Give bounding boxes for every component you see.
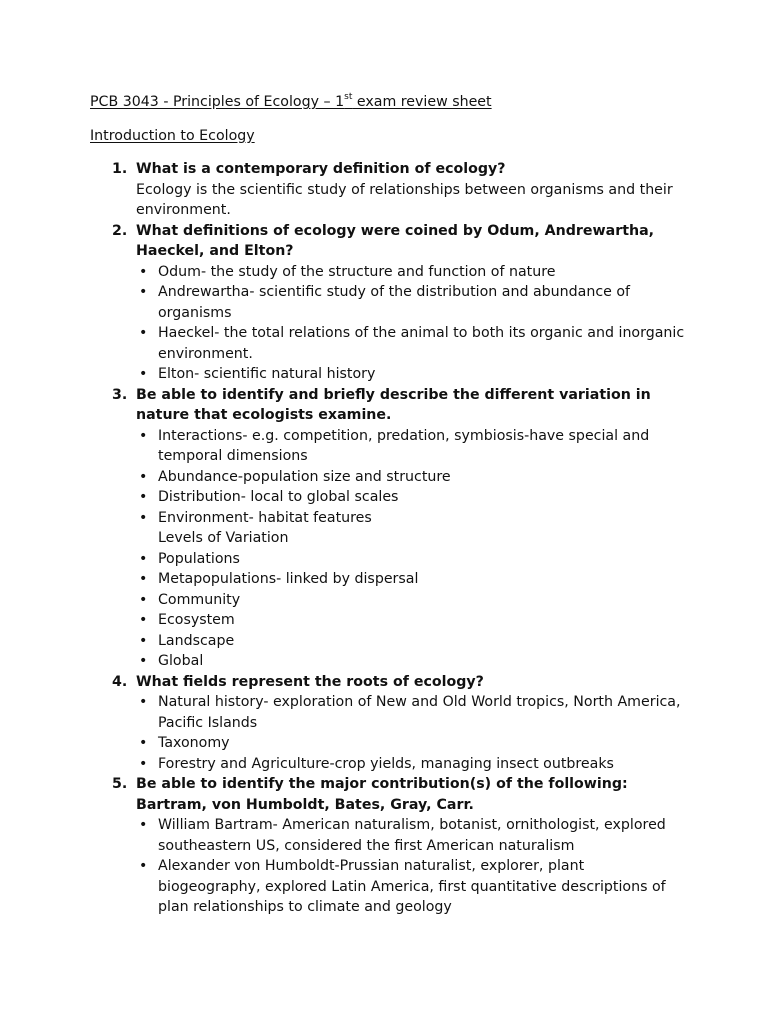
bullet-text: Alexander von Humboldt-Prussian naturalist, explorer, plant biogeography, explored Latin America, first quantitative descriptions of plan relationships to climate and geology [158, 858, 666, 915]
question-text: What definitions of ecology were coined by Odum, Andrewartha, Haeckel, and Elton? [136, 222, 655, 259]
bullet-icon: • [139, 427, 148, 444]
bullet-item [136, 323, 690, 364]
bullet-icon: • [139, 694, 148, 710]
question-item [90, 672, 690, 775]
bullet-text: Environment- habitat features [158, 509, 372, 526]
question-list [90, 159, 690, 918]
bullet-icon: • [139, 653, 148, 669]
bullet-icon: • [139, 632, 148, 649]
bullet-item [136, 282, 690, 323]
section-heading: Introduction to Ecology [90, 127, 255, 144]
bullet-icon: • [139, 263, 148, 280]
bullet-item [136, 754, 690, 775]
answer-bullets [136, 262, 690, 385]
bullet-icon: • [139, 325, 148, 341]
question-item [90, 385, 690, 672]
question-item [90, 159, 690, 221]
bullet-text: Community [158, 591, 241, 608]
bullet-icon: • [139, 571, 148, 587]
bullet-text: Populations [158, 550, 240, 567]
question-item [90, 774, 690, 918]
question-text: Be able to identify and briefly describe the different variation in nature that ecologists examine. [136, 386, 651, 423]
bullet-icon: • [139, 755, 148, 772]
answer-text: Ecology is the scientific study of relationships between organisms and their environment. [136, 181, 673, 218]
bullet-text: Abundance-population size and structure [158, 468, 451, 485]
title-text-end: exam review sheet [352, 94, 492, 110]
bullet-icon: • [139, 489, 148, 505]
answer-bullets [136, 426, 690, 672]
bullet-item [136, 569, 690, 590]
bullet-icon: • [139, 817, 148, 833]
question-number: 2. [112, 222, 128, 239]
bullet-icon: • [139, 858, 148, 874]
bullet-item [136, 262, 690, 283]
bullet-icon: • [139, 612, 148, 628]
bullet-text: Distribution- local to global scales [158, 489, 399, 505]
bullet-item [136, 590, 690, 611]
answer-bullets [136, 692, 690, 774]
bullet-item [136, 856, 690, 918]
bullet-item [136, 487, 690, 508]
bullet-text: Natural history- exploration of New and Old World tropics, North America, Pacific Islands [158, 694, 681, 731]
bullet-icon: • [139, 284, 148, 300]
answer-bullets [136, 815, 690, 918]
bullet-item [136, 651, 690, 672]
document-page [90, 92, 690, 918]
bullet-text: Haeckel- the total relations of the animal to both its organic and inorganic environment. [158, 325, 685, 362]
bullet-item [136, 733, 690, 754]
question-number: 3. [112, 386, 128, 403]
question-text: What fields represent the roots of ecology? [136, 673, 484, 690]
bullet-item [136, 610, 690, 631]
bullet-icon: • [139, 591, 148, 608]
bullet-icon: • [139, 550, 148, 567]
bullet-item [136, 467, 690, 488]
bullet-text: William Bartram- American naturalism, botanist, ornithologist, explored southeastern US, considered the first American naturalism [158, 817, 666, 854]
bullet-icon: • [139, 509, 148, 526]
bullet-text: Odum- the study of the structure and function of nature [158, 263, 556, 280]
bullet-item [136, 364, 690, 385]
bullet-text: Interactions- e.g. competition, predation, symbiosis-have special and temporal dimensions [158, 427, 650, 464]
question-text: What is a contemporary definition of ecology? [136, 161, 506, 177]
bullet-item [136, 692, 690, 733]
bullet-text: Andrewartha- scientific study of the distribution and abundance of organisms [158, 284, 631, 321]
question-number: 5. [112, 776, 128, 792]
bullet-item [136, 508, 690, 549]
bullet-text: Metapopulations- linked by dispersal [158, 571, 419, 587]
bullet-item [136, 631, 690, 652]
bullet-text: Landscape [158, 632, 235, 649]
bullet-item [136, 426, 690, 467]
bullet-icon: • [139, 366, 148, 382]
bullet-text: Forestry and Agriculture-crop yields, managing insect outbreaks [158, 755, 614, 772]
bullet-text: Ecosystem [158, 612, 235, 628]
levels-of-variation-subheading: Levels of Variation [158, 530, 289, 546]
bullet-item [136, 549, 690, 570]
bullet-icon: • [139, 735, 148, 751]
bullet-text: Elton- scientific natural history [158, 366, 376, 382]
question-item [90, 221, 690, 385]
title-text: PCB 3043 - Principles of Ecology – 1 [90, 94, 345, 110]
bullet-text: Taxonomy [158, 735, 230, 751]
bullet-icon: • [139, 468, 148, 485]
bullet-text: Global [158, 653, 204, 669]
question-text: Be able to identify the major contribution(s) of the following: Bartram, von Humboldt, Bates, Gray, Carr. [136, 776, 628, 813]
document-title [90, 92, 690, 113]
question-number: 4. [112, 673, 128, 690]
question-number: 1. [112, 161, 128, 177]
title-superscript: st [344, 92, 353, 103]
bullet-item [136, 815, 690, 856]
